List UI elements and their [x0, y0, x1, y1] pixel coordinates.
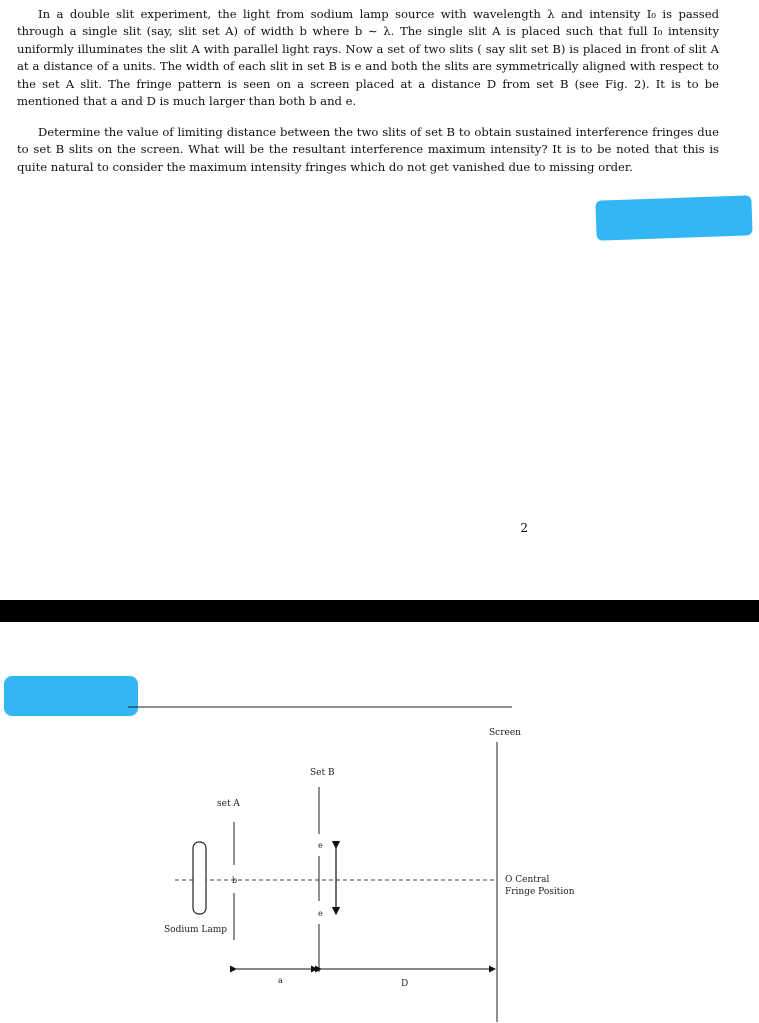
set-a-label: set A — [217, 799, 240, 809]
distance-a-label: a — [278, 976, 283, 985]
problem-paragraph-2: Determine the value of limiting distance between the two slits of set B to obtain sustained interference fringes due to set B slits on the screen. What will be the resultant interference maximum intensity? It is to be noted that this is quite natural to consider the maximum intensity fringes which do not get vanished due to missing order. — [17, 125, 719, 174]
slit-width-e-top-label: e — [318, 841, 323, 850]
sodium-lamp-label: Sodium Lamp — [164, 925, 228, 935]
central-fringe-label-line2: Fringe Position — [505, 887, 575, 897]
central-fringe-label-line1: O Central — [505, 875, 550, 885]
slit-width-b-label: b — [232, 876, 238, 885]
slit-width-e-bottom-label: e — [318, 909, 323, 918]
screen-label: Screen — [489, 728, 521, 738]
sodium-lamp — [193, 842, 206, 914]
distance-d-label: D — [401, 979, 409, 989]
set-b-label: Set B — [310, 768, 335, 778]
page-number: 2 — [520, 521, 528, 535]
problem-paragraph-1: In a double slit experiment, the light from sodium lamp source with wavelength λ and intensity I₀ is passed through a single slit (say, slit set A) of width b where b ∼ λ. The single slit A is placed such that full I₀ intensity uniformly illuminates the slit A with parallel light rays. Now a set of two slits ( say slit set B) is placed in front of slit A at a distance of a units. The width of each slit in set B is e and both the slits are symmetrically aligned with respect to the set A slit. The fringe pattern is seen on a screen placed at a distance D from set B (see Fig. 2). It is to be mentioned that a and D is much larger than both b and e. — [17, 7, 719, 109]
